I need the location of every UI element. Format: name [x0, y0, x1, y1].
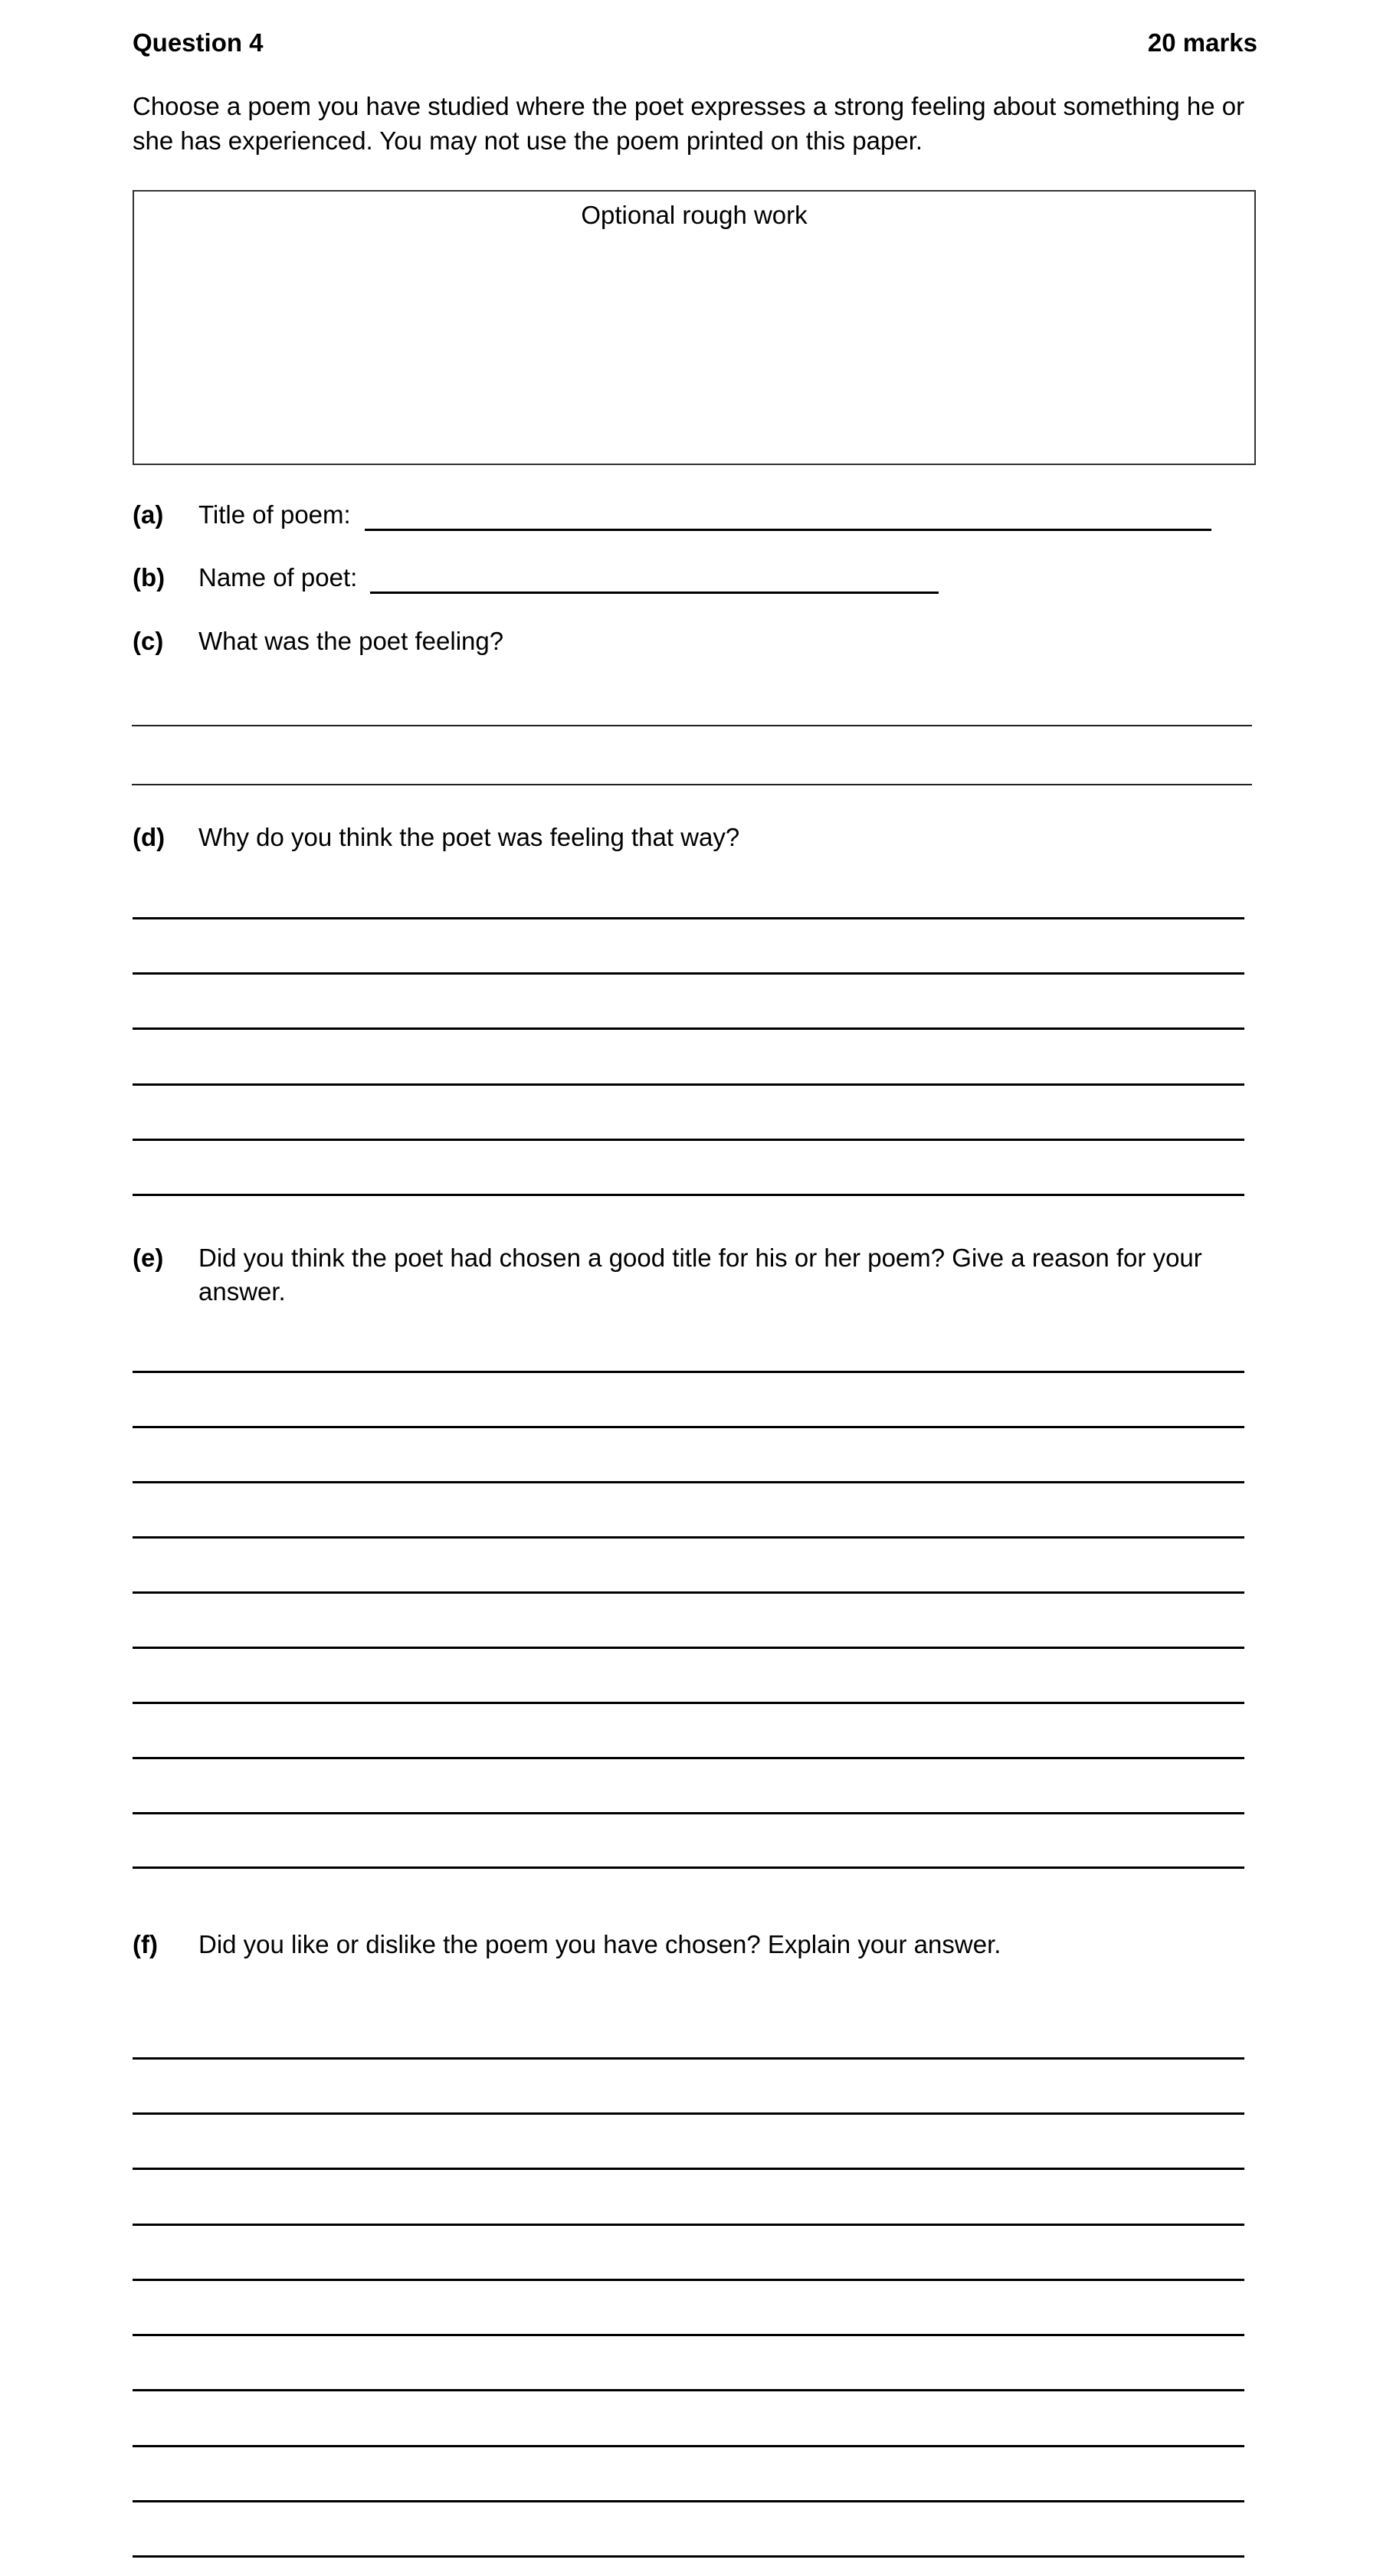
part-c-prompt: What was the poet feeling? — [198, 627, 504, 655]
part-d-answer-line[interactable] — [133, 1027, 1244, 1030]
part-e-answer-line[interactable] — [133, 1647, 1244, 1649]
part-e-answer-line[interactable] — [133, 1757, 1244, 1759]
part-e-prompt: Did you think the poet had chosen a good title for his or her poem? Give a reason for your answer. — [198, 1244, 1202, 1306]
part-f-answer-line[interactable] — [133, 2555, 1244, 2558]
part-f-answer-line[interactable] — [133, 2389, 1244, 2391]
part-e-answer-line[interactable] — [133, 1426, 1244, 1428]
part-b-answer-line[interactable] — [370, 592, 939, 594]
part-c-label: (c) — [133, 627, 164, 655]
question-instructions: Choose a poem you have studied where the poet expresses a strong feeling about something he or she has experienced. You may not use the poem printed on this paper. — [133, 92, 1245, 155]
part-b-prompt: Name of poet: — [198, 563, 358, 592]
part-f-prompt: Did you like or dislike the poem you have chosen? Explain your answer. — [198, 1930, 1001, 1958]
part-b-label: (b) — [133, 563, 166, 592]
part-f-answer-line[interactable] — [133, 2445, 1244, 2447]
question-title: Question 4 — [133, 28, 264, 57]
part-a-prompt: Title of poem: — [198, 500, 351, 529]
part-c-answer-line[interactable] — [132, 784, 1252, 785]
part-e-answer-line[interactable] — [133, 1591, 1244, 1594]
part-f-answer-line[interactable] — [133, 2168, 1244, 2170]
part-e-answer-line[interactable] — [133, 1371, 1244, 1373]
part-d-label: (d) — [133, 823, 166, 851]
part-f-answer-line[interactable] — [133, 2057, 1244, 2060]
part-e-answer-line[interactable] — [133, 1702, 1244, 1704]
part-e-label: (e) — [133, 1244, 164, 1272]
part-f-answer-line[interactable] — [133, 2500, 1244, 2502]
part-a-label: (a) — [133, 500, 164, 529]
rough-work-box[interactable] — [133, 190, 1256, 465]
part-f-answer-line[interactable] — [133, 2279, 1244, 2281]
rough-work-label: Optional rough work — [581, 201, 808, 229]
part-e-answer-line[interactable] — [133, 1866, 1244, 1869]
part-a-answer-line[interactable] — [365, 529, 1211, 531]
part-e-answer-line[interactable] — [133, 1812, 1244, 1814]
part-d-answer-line[interactable] — [133, 917, 1244, 919]
part-e-answer-line[interactable] — [133, 1536, 1244, 1539]
part-d-answer-line[interactable] — [133, 1194, 1244, 1196]
part-e-answer-line[interactable] — [133, 1481, 1244, 1483]
part-f-answer-line[interactable] — [133, 2334, 1244, 2336]
part-d-prompt: Why do you think the poet was feeling that way? — [198, 823, 740, 851]
part-f-label: (f) — [133, 1930, 158, 1958]
part-c-answer-line[interactable] — [132, 725, 1252, 726]
part-d-answer-line[interactable] — [133, 1083, 1244, 1086]
part-f-answer-line[interactable] — [133, 2112, 1244, 2115]
part-d-answer-line[interactable] — [133, 972, 1244, 975]
marks-label: 20 marks — [1147, 28, 1257, 57]
part-d-answer-line[interactable] — [133, 1139, 1244, 1141]
part-f-answer-line[interactable] — [133, 2224, 1244, 2226]
